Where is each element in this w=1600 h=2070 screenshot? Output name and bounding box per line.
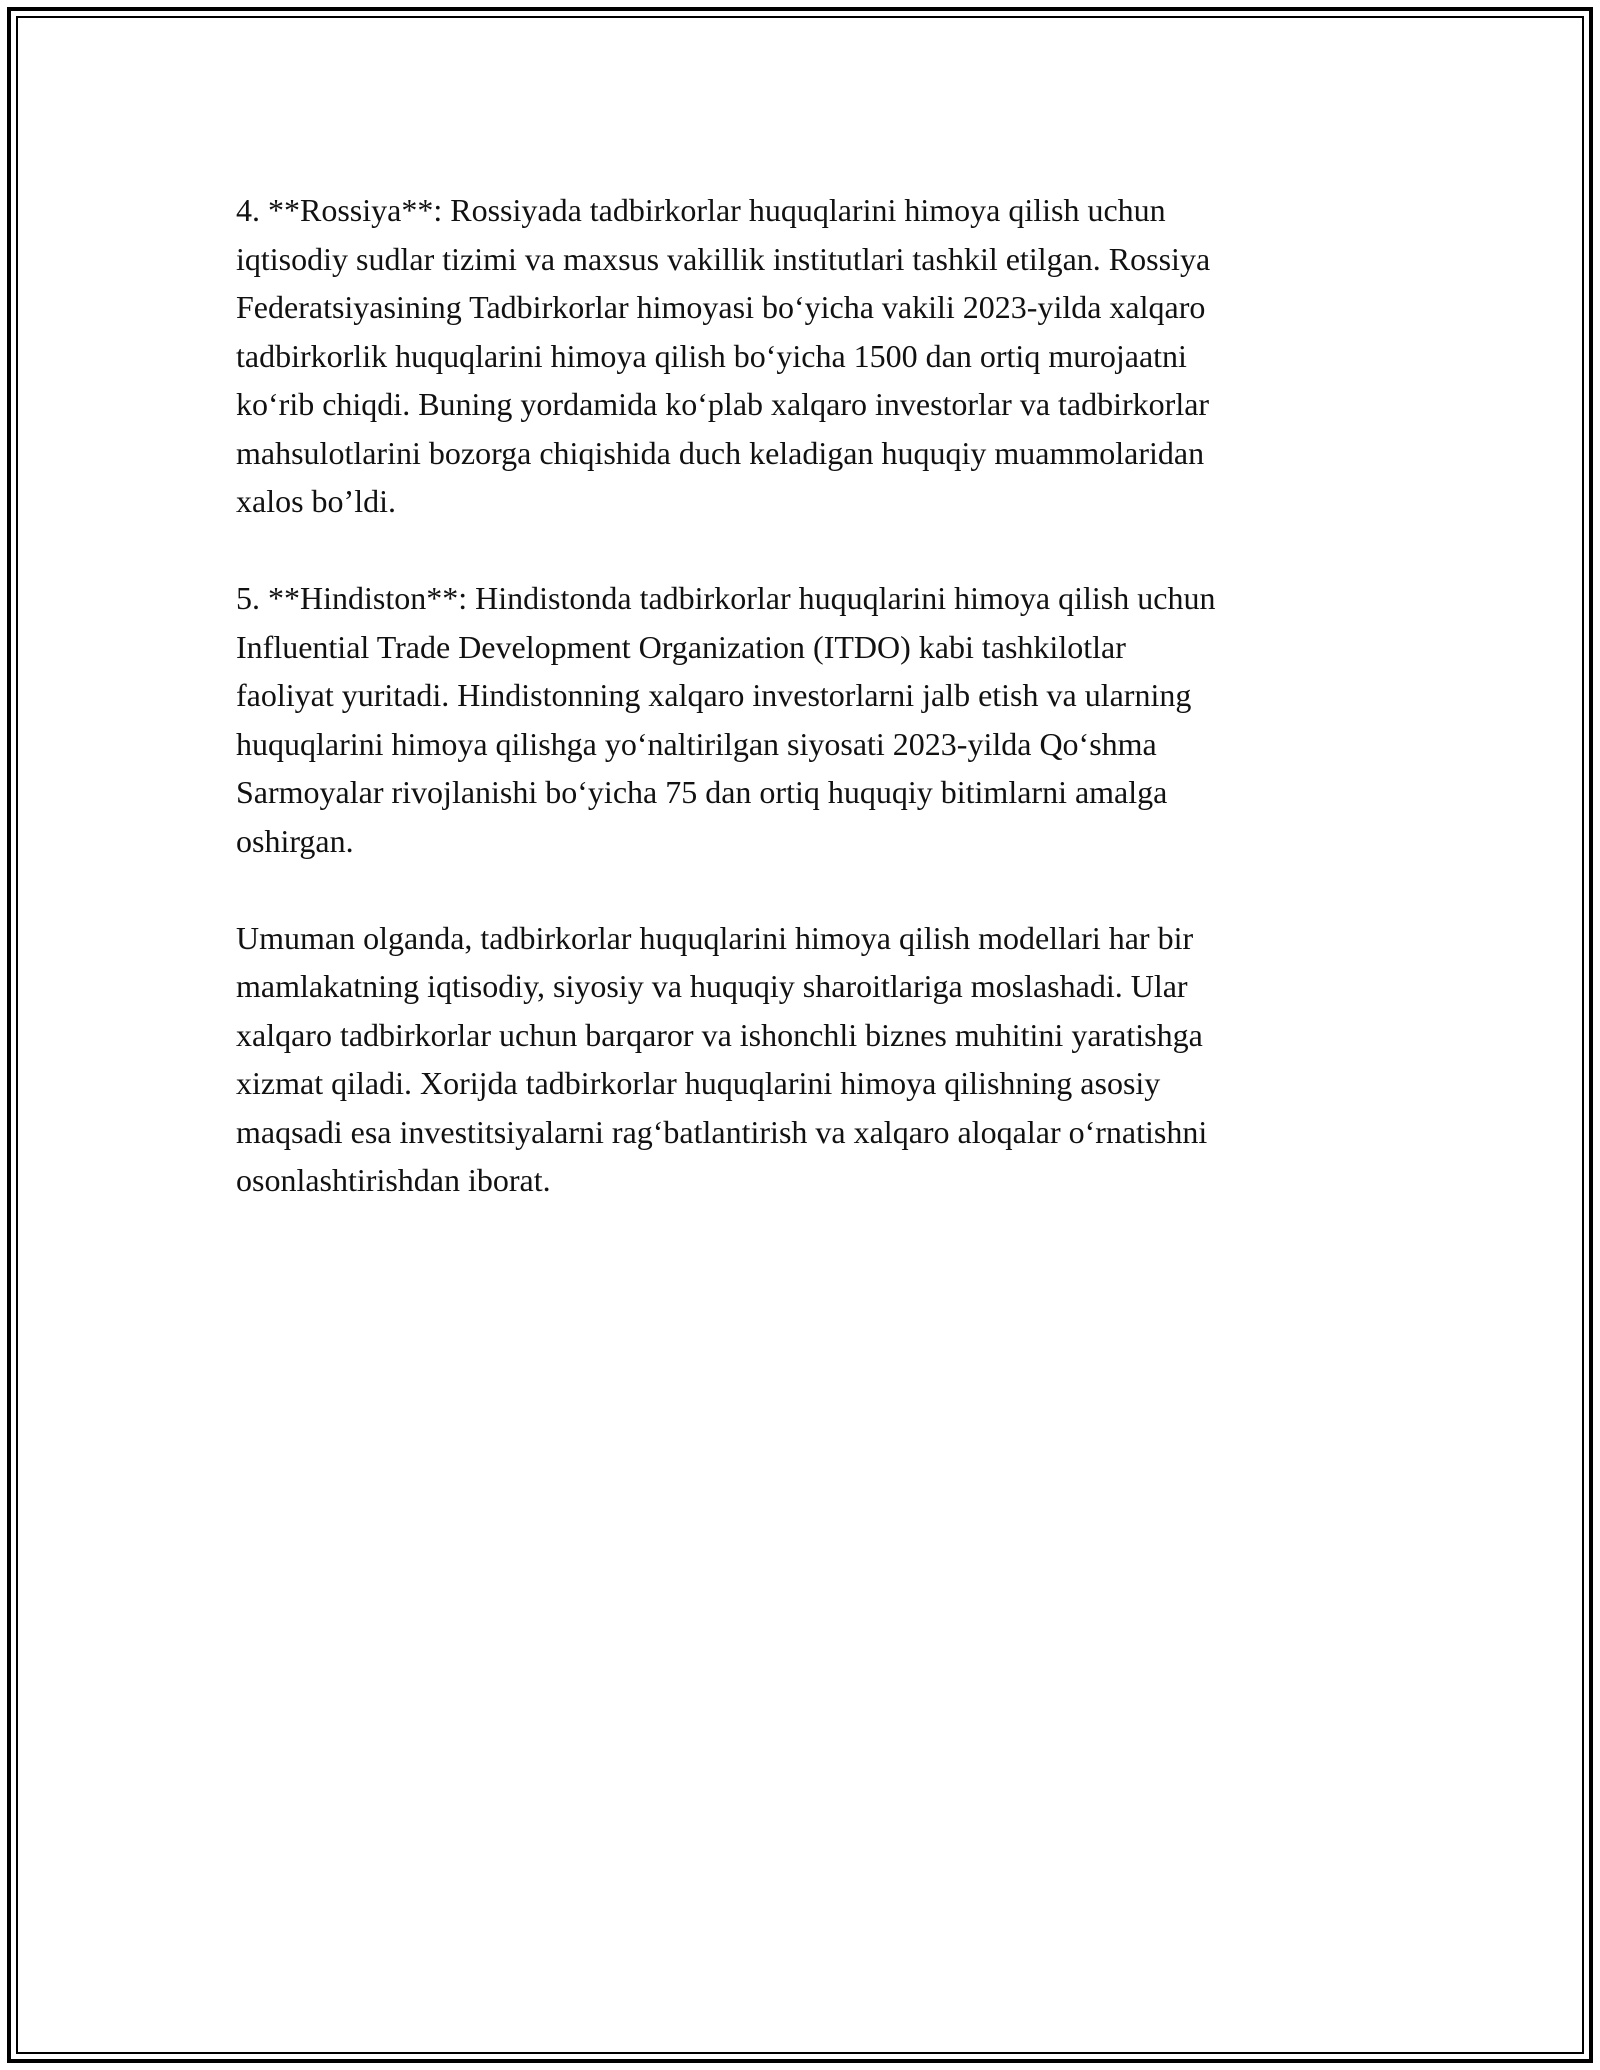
paragraph-conclusion: Umuman olganda, tadbirkorlar huquqlarini himoya qilish modellari har bir mamlakatning iqtisodiy, siyosiy va huquqiy sharoitlariga moslashadi. Ular xalqaro tadbirkorlar uchun barqaror va ishonchli biznes muhitini yaratishga xizmat qiladi. Xorijda tadbirkorlar huquqlarini himoya qilishning asosiy maqsadi esa investitsiyalarni rag‘batlantirish va xalqaro aloqalar o‘rnatishni osonlashtirishdan iborat. [236, 919, 1208, 1198]
paragraph-russia: 4. **Rossiya**: Rossiyada tadbirkorlar huquqlarini himoya qilish uchun iqtisodiy sudlar tizimi va maxsus vakillik institutlari tashkil etilgan. Rossiya Federatsiyasining Tadbirkorlar himoyasi bo‘yicha vakili 2023-yilda xalqaro tadbirkorlik huquqlarini himoya qilish bo‘yicha 1500 dan ortiq murojaatni ko‘rib chiqdi. Buning yordamida ko‘plab xalqaro investorlar va tadbirkorlar mahsulotlarini bozorga chiqishida duch keladigan huquqiy muammolaridan xalos bo’ldi. [236, 192, 1211, 519]
paragraph-india: 5. **Hindiston**: Hindistonda tadbirkorlar huquqlarini himoya qilish uchun Influential Trade Development Organization (ITDO) kabi tashkilotlar faoliyat yuritadi. Hindistonning xalqaro investorlarni jalb etish va ularning huquqlarini himoya qilishga yo‘naltirilgan siyosati 2023-yilda Qo‘shma Sarmoyalar rivojlanishi bo‘yicha 75 dan ortiq huquqiy bitimlarni amalga oshirgan. [236, 580, 1216, 859]
document-body [236, 186, 1366, 1253]
